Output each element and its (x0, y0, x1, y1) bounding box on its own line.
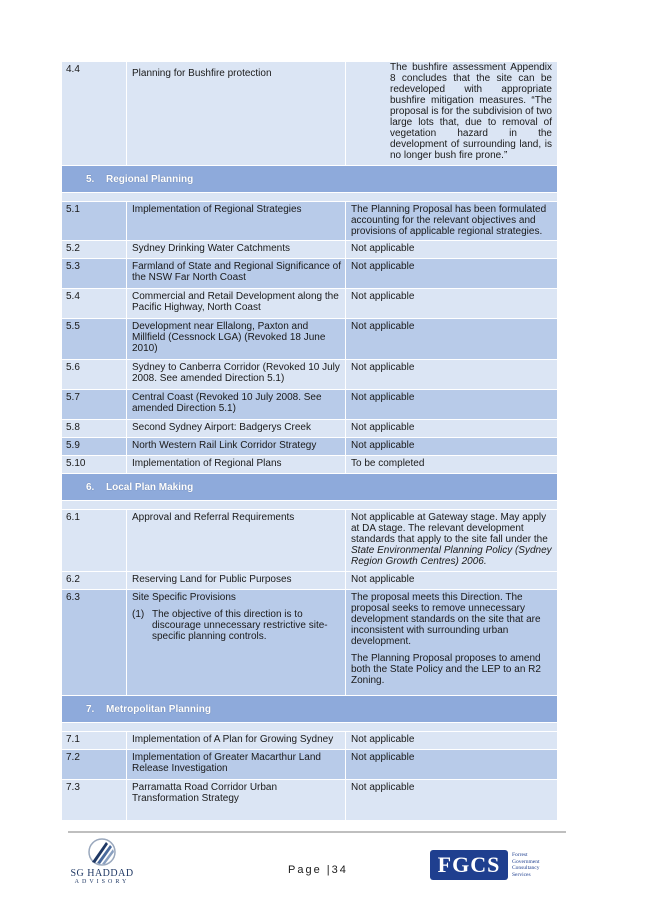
direction-number: 5.1 (62, 202, 127, 240)
direction-title: Implementation of A Plan for Growing Sydney (127, 732, 346, 749)
direction-title: Sydney Drinking Water Catchments (127, 241, 346, 258)
sg-haddad-name: SG HADDAD (70, 868, 134, 879)
direction-comment: Not applicable (351, 422, 415, 433)
direction-title: Approval and Referral Requirements (127, 510, 346, 571)
section-spacer (62, 723, 557, 732)
section-header-label (62, 174, 193, 185)
direction-comment-text: The Planning Proposal proposes to amend both the State Policy and the LEP to an R2 Zoning. (351, 653, 541, 686)
fgcs-word: Consultancy (512, 865, 540, 871)
direction-comment: Not applicable (351, 440, 415, 451)
direction-number: 5.10 (62, 456, 127, 473)
table-row (62, 202, 557, 241)
direction-number: 7.3 (62, 780, 127, 820)
direction-number: 5.2 (62, 241, 127, 258)
direction-comment: Not applicable (351, 321, 415, 332)
section-title: Metropolitan Planning (106, 703, 211, 715)
table-row (62, 241, 557, 259)
section-title: Local Plan Making (106, 481, 194, 493)
section-number: 6. (86, 481, 95, 493)
section-header-label (62, 704, 211, 715)
direction-number: 6.3 (62, 590, 127, 695)
policy-reference: State Environmental Planning Policy (Sydney Region Growth Centres) 2006. (351, 545, 552, 567)
section-spacer (62, 501, 557, 510)
direction-comment: Not applicable (351, 291, 415, 302)
direction-title: Planning for Bushfire protection (127, 62, 346, 165)
table-row (62, 289, 557, 319)
direction-number: 7.2 (62, 750, 127, 779)
table-row (62, 259, 557, 289)
table-row (62, 360, 557, 390)
fgcs-word: Services (512, 871, 531, 878)
compliance-table (62, 62, 557, 821)
direction-comment-text: The proposal meets this Direction. The proposal seeks to remove unnecessary development standards on the site that are inconsistent with surrounding urban development. (351, 592, 541, 647)
objective-text: The objective of this direction is to discourage unnecessary restrictive site-specific planning controls. (152, 609, 328, 642)
direction-number: 5.6 (62, 360, 127, 389)
section-spacer (62, 193, 557, 202)
direction-title: Reserving Land for Public Purposes (127, 572, 346, 589)
direction-number: 6.2 (62, 572, 127, 589)
direction-title: Implementation of Regional Plans (127, 456, 346, 473)
fgcs-word: Government (512, 858, 540, 865)
direction-title-block (127, 590, 346, 695)
direction-number: 7.1 (62, 732, 127, 749)
table-row (62, 62, 557, 166)
direction-title: Parramatta Road Corridor Urban Transformation Strategy (127, 780, 346, 820)
objective-number: (1) (132, 609, 145, 620)
direction-comment: Not applicable (351, 392, 415, 403)
page-number: Page |34 (288, 864, 348, 876)
direction-comment (346, 510, 557, 571)
direction-comment: Not applicable (351, 752, 415, 763)
table-row (62, 780, 557, 821)
table-row (62, 438, 557, 456)
fgcs-word: Forrest (512, 852, 528, 858)
direction-number: 6.1 (62, 510, 127, 571)
direction-title: Implementation of Greater Macarthur Land Release Investigation (127, 750, 346, 779)
section-header-label (62, 482, 193, 493)
direction-title: Implementation of Regional Strategies (127, 202, 346, 240)
table-row (62, 572, 557, 590)
table-row (62, 420, 557, 438)
table-row (62, 319, 557, 360)
direction-comment: The bushfire assessment Appendix 8 concludes that the site can be redeveloped with appropriate bushfire mitigation measures. “The proposal is for the subdivision of two large lots that, due to removal of vegetation hazard in the development of surrounding land, is no longer bush fire prone.” (390, 62, 552, 161)
direction-comment: Not applicable (351, 782, 415, 793)
section-title: Regional Planning (106, 173, 194, 185)
table-row (62, 750, 557, 780)
direction-comment: The Planning Proposal has been formulated accounting for the relevant objectives and provisions of applicable regional strategies. (351, 204, 547, 237)
direction-number: 5.5 (62, 319, 127, 359)
section-header (62, 474, 557, 501)
direction-title: Site Specific Provisions (132, 592, 236, 603)
direction-number: 5.8 (62, 420, 127, 437)
direction-comment: Not applicable (351, 243, 415, 254)
direction-comment-text: Not applicable at Gateway stage. May apply at DA stage. The relevant development standards that apply to the site fall under the (351, 512, 548, 545)
direction-comment: Not applicable (351, 261, 415, 272)
table-row (62, 732, 557, 750)
footer-divider (68, 831, 566, 833)
section-number: 5. (86, 173, 95, 185)
direction-number: 5.4 (62, 289, 127, 318)
section-header (62, 696, 557, 723)
table-row (62, 390, 557, 420)
direction-number: 5.9 (62, 438, 127, 455)
direction-title: North Western Rail Link Corridor Strategy (127, 438, 346, 455)
direction-title: Second Sydney Airport: Badgerys Creek (127, 420, 346, 437)
direction-comment: Not applicable (351, 734, 415, 745)
direction-number: 5.3 (62, 259, 127, 288)
section-number: 7. (86, 703, 95, 715)
fgcs-logo-words (512, 852, 540, 878)
sg-haddad-subtitle: ADVISORY (74, 879, 130, 885)
direction-comment: Not applicable (351, 574, 415, 585)
direction-number: 5.7 (62, 390, 127, 419)
direction-number: 4.4 (62, 62, 127, 165)
direction-title: Sydney to Canberra Corridor (Revoked 10 July 2008. See amended Direction 5.1) (127, 360, 346, 389)
direction-comment (346, 590, 557, 695)
direction-comment: To be completed (351, 458, 425, 469)
objective-item (132, 609, 341, 642)
fgcs-logo: FGCS (430, 850, 508, 880)
direction-title: Farmland of State and Regional Significance of the NSW Far North Coast (127, 259, 346, 288)
direction-title: Development near Ellalong, Paxton and Millfield (Cessnock LGA) (Revoked 18 June 2010) (127, 319, 346, 359)
table-row (62, 510, 557, 572)
direction-comment: Not applicable (351, 362, 415, 373)
section-header (62, 166, 557, 193)
table-row (62, 456, 557, 474)
table-row (62, 590, 557, 696)
direction-title: Commercial and Retail Development along the Pacific Highway, North Coast (127, 289, 346, 318)
direction-title: Central Coast (Revoked 10 July 2008. See amended Direction 5.1) (127, 390, 346, 419)
